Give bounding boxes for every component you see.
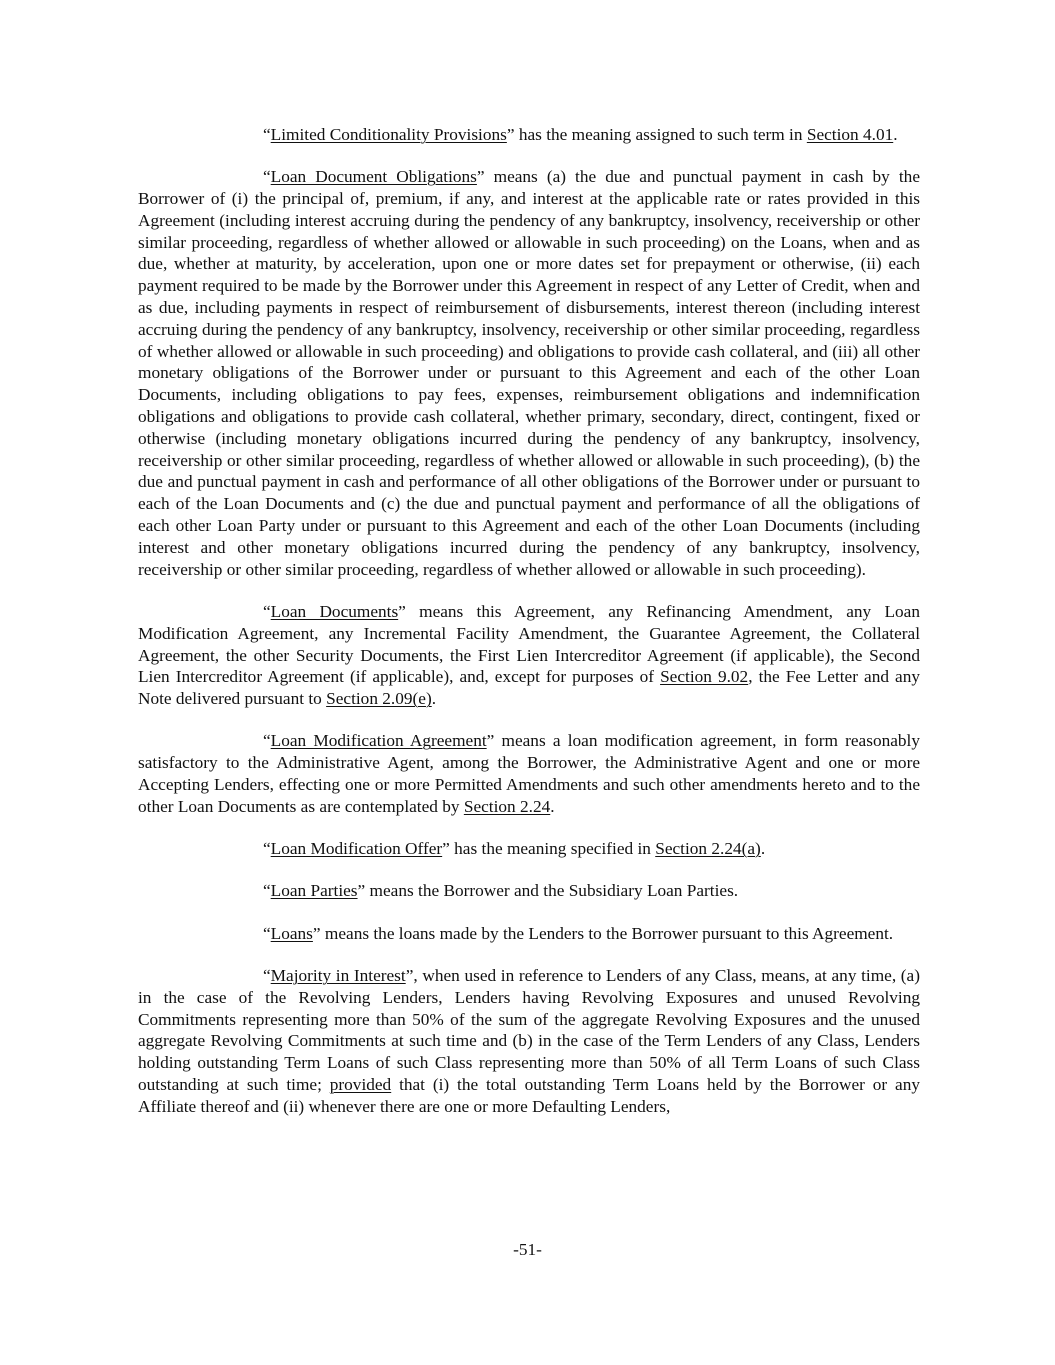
section-reference: Section 2.24 xyxy=(463,796,551,816)
defined-term: Loan Parties xyxy=(270,881,358,901)
section-reference: Section 2.24(a) xyxy=(655,839,761,859)
definition-text: means the loans made by the Lenders to the Borrower pursuant to this Agreement. xyxy=(324,923,894,943)
definition-limited-conditionality-provisions: “Limited Conditionality Provisions” has the meaning assigned to such term in Section 4.01. xyxy=(263,125,898,144)
definition-text: . xyxy=(431,689,437,709)
document-body xyxy=(138,124,920,1138)
definition-text: , the Fee Letter and any Note delivered pursuant to xyxy=(138,667,920,709)
definition-text: . xyxy=(893,125,898,144)
definition-text: has the meaning specified in xyxy=(454,839,656,859)
definition-loans: “Loans” means the loans made by the Lenders to the Borrower pursuant to this Agreement. xyxy=(263,923,894,943)
definition-text: means the Borrower and the Subsidiary Loan Parties. xyxy=(369,881,739,901)
definition-loan-modification-offer: “Loan Modification Offer” has the meaning specified in Section 2.24(a). xyxy=(263,839,766,859)
section-reference: Section 9.02 xyxy=(660,667,749,687)
defined-term: Loan Modification Agreement xyxy=(270,731,487,751)
definition-text: has the meaning assigned to such term in xyxy=(518,125,807,144)
defined-term: Limited Conditionality Provisions xyxy=(270,125,507,144)
definition-loan-parties: “Loan Parties” means the Borrower and the Subsidiary Loan Parties. xyxy=(263,881,739,901)
defined-term: Majority in Interest xyxy=(270,966,406,985)
definition-text: when used in reference to Lenders of any Class, means, at any time, (a) in the case of the Revolving Lenders, Lenders having Revolving Exposures and unused Revolving Commitments representing more than 50% of the sum of the aggregate Revolving Exposures and the unused aggregate Revolving Commitments at such time and (b) in the case of the Term Lenders of any Class, Lenders holding outstanding Term Loans of such Class representing more than 50% of all Term Loans of such Class outstanding at such time; xyxy=(138,966,920,1094)
definition-text: . xyxy=(550,796,555,816)
proviso: provided xyxy=(329,1074,392,1094)
definition-majority-in-interest: “Majority in Interest”, when used in reference to Lenders of any Class, means, at any time, (a) in the case of the Revolving Lenders, Lenders having Revolving Exposures and unused Revolving Commitments representing more than 50% of the sum of the aggregate Revolving Exposures and the unused aggregate Revolving Commitments at such time and (b) in the case of the Term Lenders of any Class, Lenders holding outstanding Term Loans of such Class representing more than 50% of all Term Loans of such Class outstanding at such time; provided that (i) the total outstanding Term Loans held by the Borrower or any Affiliate thereof and (ii) whenever there are one or more Defaulting Lenders, xyxy=(138,966,920,1116)
definition-text: means this Agreement, any Refinancing Amendment, any Loan Modification Agreement, any Incremental Facility Amendment, the Guarantee Agreement, the Collateral Agreement, the other Security Documents, the First Lien Intercreditor Agreement (if applicable), the Second Lien Intercreditor Agreement (if applicable), and, except for purposes of xyxy=(138,601,920,687)
definition-loan-document-obligations: “Loan Document Obligations” means (a) the due and punctual payment in cash by the Borrower of (i) the principal of, premium, if any, and interest at the applicable rate or rates provided in this Agreement (including interest accruing during the pendency of any bankruptcy, insolvency, receivership or other similar proceeding, regardless of whether allowed or allowable in such proceeding) on the Loans, when and as due, whether at maturity, by acceleration, upon one or more dates set for prepayment or otherwise, (ii) each payment required to be made by the Borrower under this Agreement in respect of any Letter of Credit, when and as due, including payments in respect of reimbursement of disbursements, interest thereon (including interest accruing during the pendency of any bankruptcy, insolvency, receivership or other similar proceeding, regardless of whether allowed or allowable in such proceeding) and obligations to provide cash collateral, and (iii) all other monetary obligations of the Borrower under or pursuant to this Agreement and each of the other Loan Documents, including obligations to pay fees, expenses, reimbursement obligations and indemnification obligations and obligations to provide cash collateral, whether primary, secondary, direct, contingent, fixed or otherwise (including monetary obligations incurred during the pendency of any bankruptcy, insolvency, receivership or other similar proceeding, regardless of whether allowed or allowable in such proceeding), (b) the due and punctual payment in cash and performance of all other obligations of the Borrower under or pursuant to each of the Loan Documents and (c) the due and punctual payment and performance of all the obligations of each other Loan Party under or pursuant to this Agreement and each of the other Loan Documents (including interest and other monetary obligations incurred during the pendency of any bankruptcy, insolvency, receivership or other similar proceeding, regardless of whether allowed or allowable in such proceeding). xyxy=(138,167,920,579)
defined-term: Loan Documents xyxy=(270,601,399,621)
defined-term: Loan Modification Offer xyxy=(270,839,443,859)
section-reference: Section 2.09(e) xyxy=(326,689,432,709)
definition-text: means (a) the due and punctual payment in cash by the Borrower of (i) the principal of, premium, if any, and interest at the applicable rate or rates provided in this Agreement (including interest accruing during the pendency of any bankruptcy, insolvency, receivership or other similar proceeding, regardless of whether allowed or allowable in such proceeding) on the Loans, when and as due, whether at maturity, by acceleration, upon one or more dates set for prepayment or otherwise, (ii) each payment required to be made by the Borrower under this Agreement in respect of any Letter of Credit, when and as due, including payments in respect of reimbursement of disbursements, interest thereon (including interest accruing during the pendency of any bankruptcy, insolvency, receivership or other similar proceeding, regardless of whether allowed or allowable in such proceeding) and obligations to provide cash collateral, and (iii) all other monetary obligations of the Borrower under or pursuant to this Agreement and each of the other Loan Documents, including obligations to pay fees, expenses, reimbursement obligations and indemnification obligations and obligations to provide cash collateral, whether primary, secondary, direct, contingent, fixed or otherwise (including monetary obligations incurred during the pendency of any bankruptcy, insolvency, receivership or other similar proceeding, regardless of whether allowed or allowable in such proceeding), (b) the due and punctual payment in cash and performance of all other obligations of the Borrower under or pursuant to each of the Loan Documents and (c) the due and punctual payment and performance of all the obligations of each other Loan Party under or pursuant to this Agreement and each of the other Loan Documents (including interest and other monetary obligations incurred during the pendency of any bankruptcy, insolvency, receivership or other similar proceeding, regardless of whether allowed or allowable in such proceeding). xyxy=(138,167,920,579)
definition-text: . xyxy=(760,839,766,859)
definition-loan-documents: “Loan Documents” means this Agreement, any Refinancing Amendment, any Loan Modification Agreement, any Incremental Facility Amendment, the Guarantee Agreement, the Collateral Agreement, the other Security Documents, the First Lien Intercreditor Agreement (if applicable), the Second Lien Intercreditor Agreement (if applicable), and, except for purposes of Section 9.02, the Fee Letter and any Note delivered pursuant to Section 2.09(e). xyxy=(138,601,920,709)
definition-text: that (i) the total outstanding Term Loans held by the Borrower or any Affiliate thereof and (ii) whenever there are one or more Defaulting Lenders, xyxy=(138,1074,920,1116)
page-number: -51- xyxy=(513,1240,542,1259)
definition-text: means a loan modification agreement, in form reasonably satisfactory to the Administrative Agent, among the Borrower, the Administrative Agent and one or more Accepting Lenders, effecting one or more Permitted Amendments and such other amendments hereto and to the other Loan Documents as are contemplated by xyxy=(138,731,920,816)
defined-term: Loans xyxy=(270,923,313,943)
section-reference: Section 4.01 xyxy=(806,125,894,144)
defined-term: Loan Document Obligations xyxy=(270,167,477,187)
term-suffix: ”, xyxy=(405,966,418,985)
definition-loan-modification-agreement: “Loan Modification Agreement” means a loan modification agreement, in form reasonably satisfactory to the Administrative Agent, among the Borrower, the Administrative Agent and one or more Accepting Lenders, effecting one or more Permitted Amendments and such other amendments hereto and to the other Loan Documents as are contemplated by Section 2.24. xyxy=(138,731,920,816)
